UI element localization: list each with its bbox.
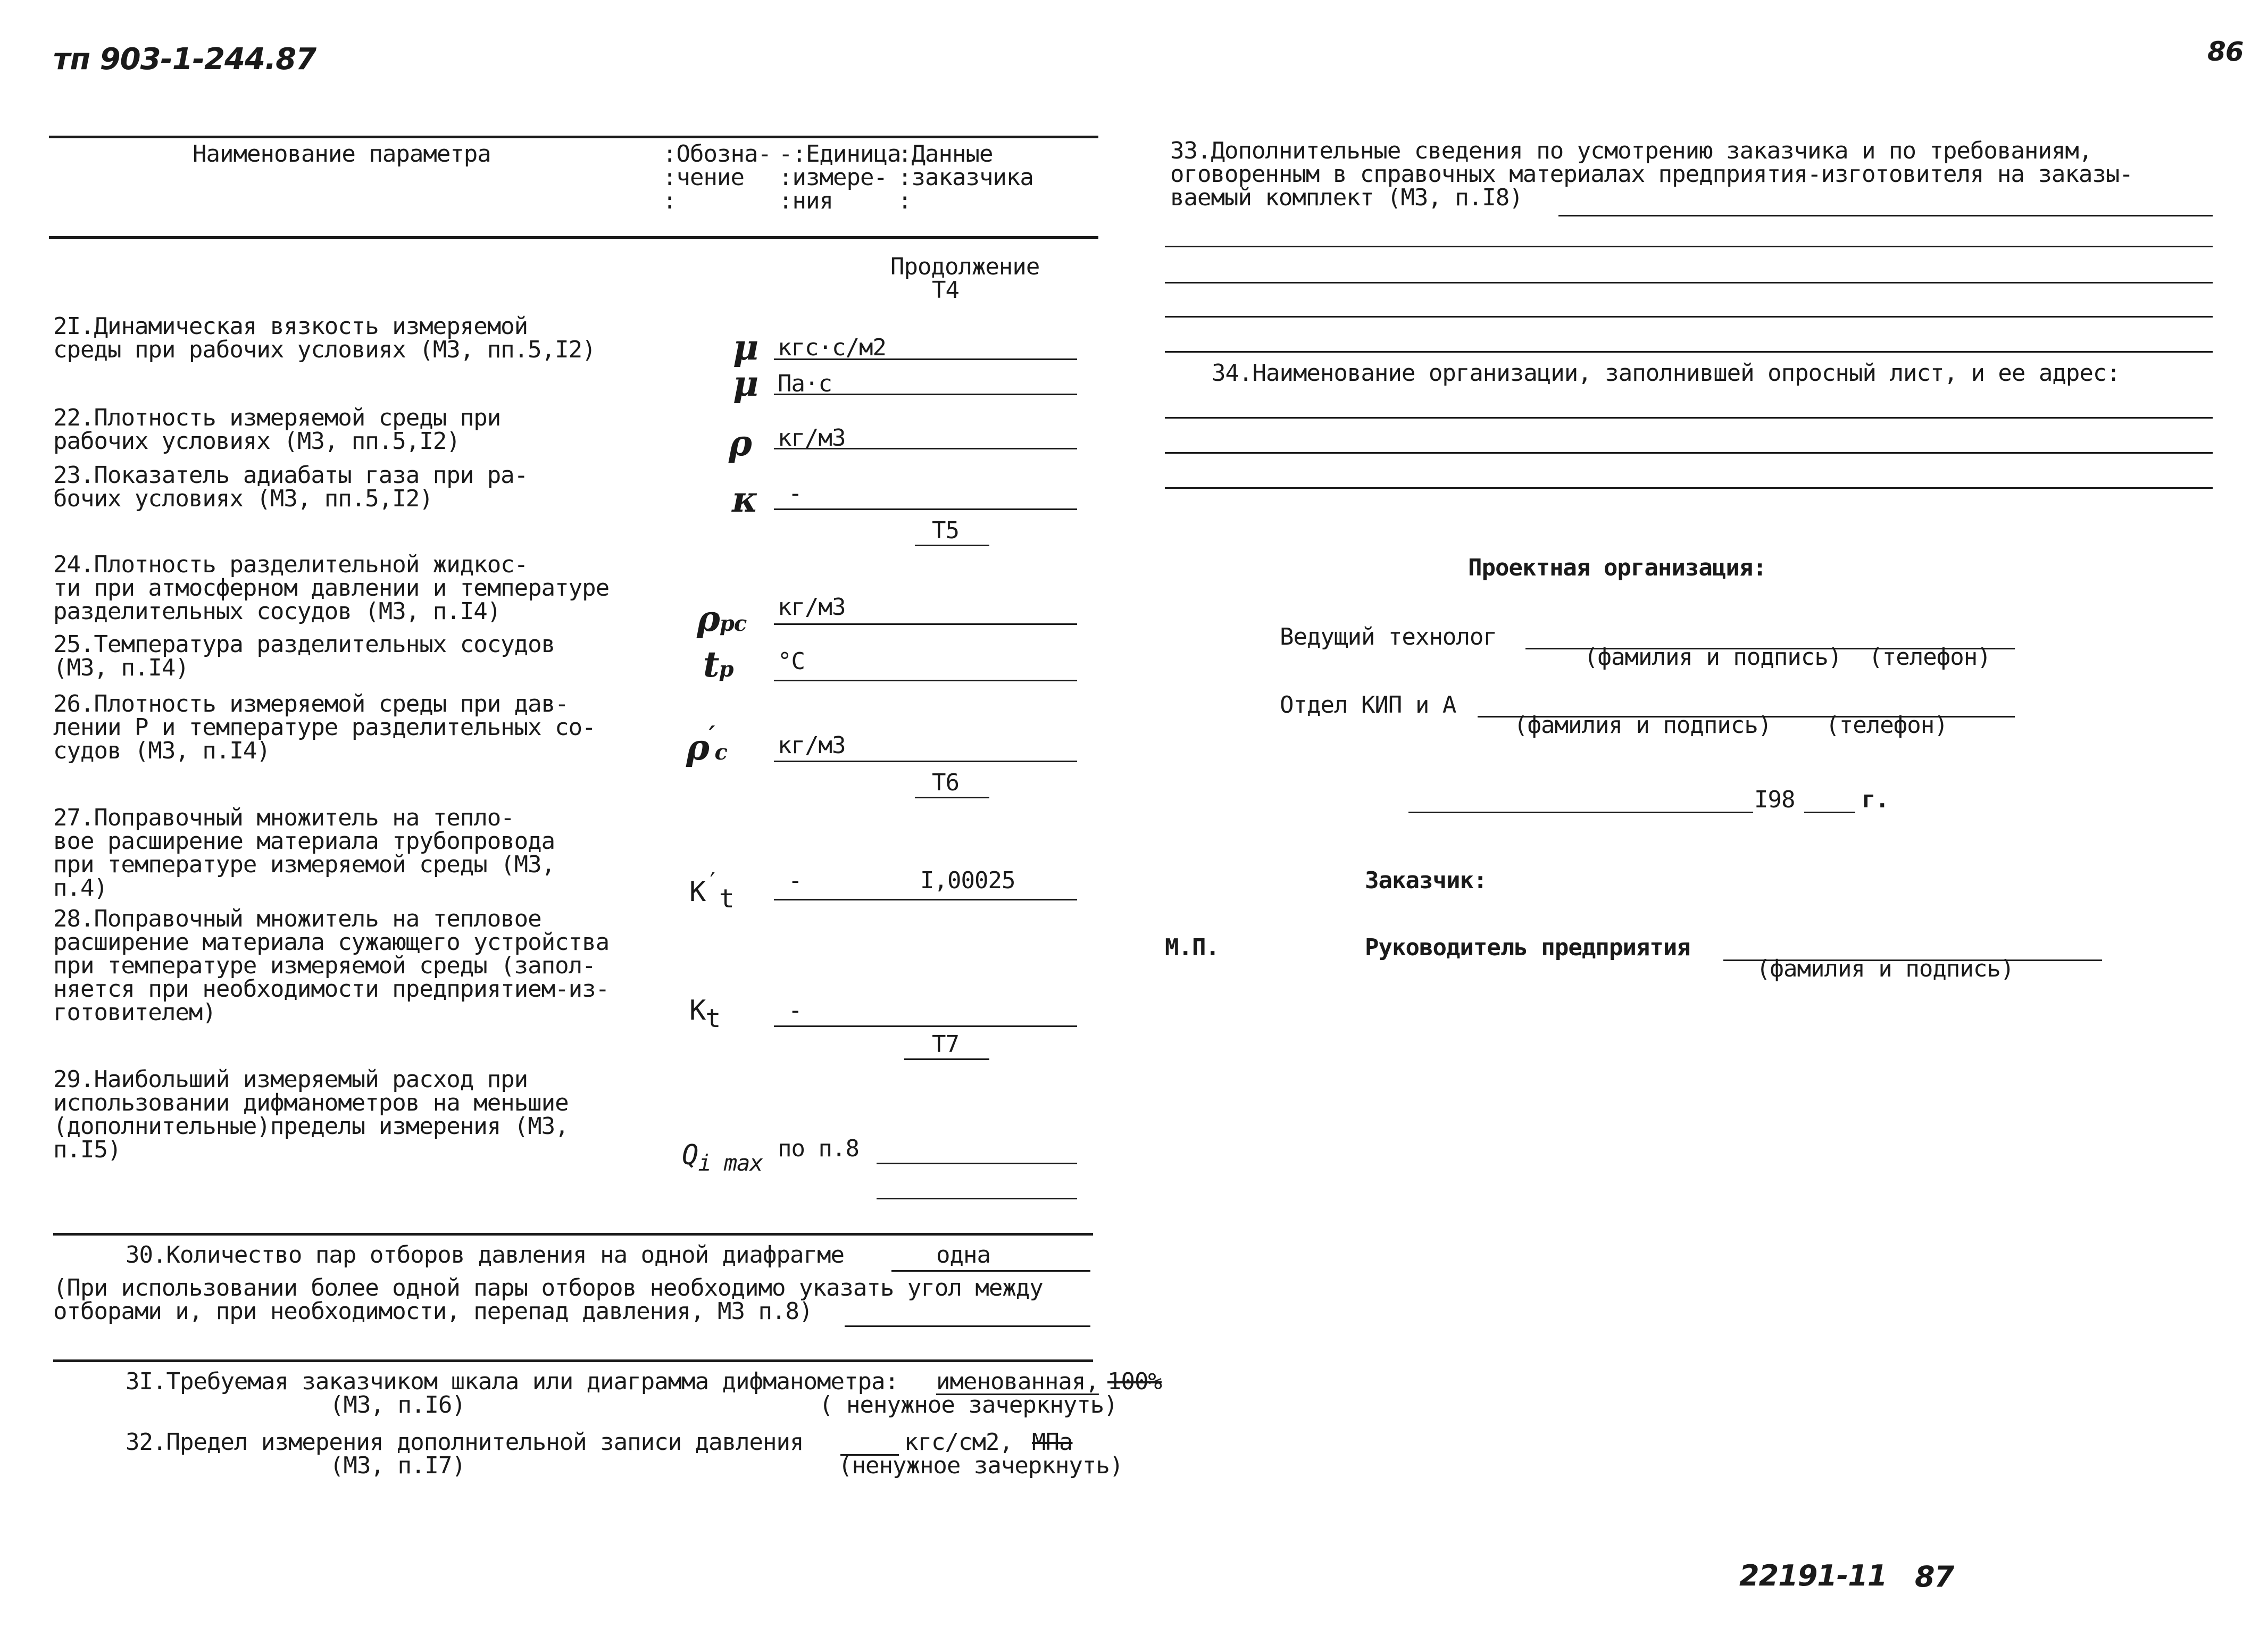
value-100-percent-struck: 100%: [1107, 1368, 1162, 1395]
field-line-30: [891, 1270, 1090, 1272]
value-mpa-struck: МПа: [1032, 1429, 1073, 1456]
header-bottom-rule: [49, 236, 1098, 239]
field-line-34c: [1165, 487, 2213, 489]
symbol-k-t: [689, 997, 720, 1031]
header-customer-data: :Данные :заказчика :: [898, 140, 1033, 214]
t-p-subscript: р: [719, 657, 733, 682]
param-27-pipeline-expansion-factor: 27.Поправочный множитель на тепло- вое расширение материала трубопровода при температуре измеряемой среды (МЗ, п.4): [53, 804, 555, 902]
document-code: тп 903-1-244.87: [53, 42, 316, 77]
field-line-23: [774, 508, 1077, 510]
t5-underline: [915, 545, 989, 546]
field-line-21a: [774, 358, 1077, 360]
param-24-separating-liquid-density: 24.Плотность разделительной жидкос- ти при атмосферном давлении и температуре разделительных сосудов (МЗ, п.I4): [53, 551, 610, 625]
param-31-scale: 3I.Требуемая заказчиком шкала или диаграмма дифманометра:: [126, 1368, 898, 1395]
design-organization-title: Проектная организация:: [1468, 554, 1766, 581]
param-22-density: 22.Плотность измеряемой среды при рабочих условиях (МЗ, пп.5,I2): [53, 404, 501, 455]
param-23-adiabatic-index: 23.Показатель адиабаты газа при ра- бочих условиях (МЗ, пп.5,I2): [53, 462, 528, 512]
field-line-34a: [1165, 417, 2213, 419]
param-28-orifice-expansion-factor: 28.Поправочный множитель на тепловое расширение материала сужающего устройства при температуре измеряемой среды (запол- няется при необходимости предприятием-из- готовителем): [53, 905, 610, 1026]
table-mark-t6: Т6: [932, 769, 959, 796]
sheet-number: 87: [1915, 1560, 1954, 1593]
field-line-25: [774, 680, 1077, 681]
rho-c-prime: ′: [708, 721, 715, 748]
year-line: [1804, 812, 1855, 813]
symbol-k-t-prime: [689, 870, 734, 912]
year-suffix: г.: [1862, 786, 1889, 813]
field-line-29a: [877, 1163, 1077, 1164]
continuation-label: Продолжение: [890, 253, 1040, 280]
k-t-subscript: t: [705, 1004, 721, 1033]
field-line-22: [774, 448, 1077, 449]
rho-pc-symbol: ρ: [697, 598, 720, 639]
lead-technologist-label: Ведущий технолог: [1280, 623, 1497, 650]
header-param-name: Наименование параметра: [193, 140, 491, 168]
field-line-33d: [1165, 316, 2213, 318]
param-30-note: (При использовании более одной пары отборов необходимо указать угол между отборами и, при необходимости, перепад давления, МЗ п.8): [53, 1274, 1043, 1325]
note-strike-unneeded-31: ( ненужное зачеркнуть): [819, 1391, 1118, 1419]
header-unit: -:Единица :измере- :ния: [779, 140, 901, 214]
symbol-rho: ρ: [729, 422, 752, 464]
symbol-kappa: κ: [732, 479, 758, 520]
value-k-t-prime: I,00025: [920, 867, 1015, 894]
field-line-27: [774, 899, 1077, 900]
t7-underline: [904, 1058, 989, 1060]
param-29-max-flow: 29.Наибольший измеряемый расход при использовании дифманометров на меньшие (дополнительные)пределы измерения (МЗ, п.I5): [53, 1066, 569, 1163]
page-number: 86: [2207, 36, 2244, 67]
field-line-33e: [1165, 351, 2213, 353]
k-t-symbol: К: [689, 995, 706, 1027]
unit-dash-23: -: [788, 480, 802, 507]
value-taps-one: одна: [936, 1241, 990, 1269]
field-line-29b: [877, 1198, 1077, 1199]
caption-name-signature-3: (фамилия и подпись): [1756, 955, 2014, 982]
k-t-prime-mark: ′: [705, 868, 719, 895]
param-30-pressure-taps: 30.Количество пар отборов давления на одной диафрагме: [126, 1241, 844, 1269]
symbol-q-i-max: [682, 1141, 763, 1174]
field-line-28: [774, 1025, 1077, 1027]
enterprise-head-label: Руководитель предприятия: [1365, 934, 1690, 961]
unit-degree-c: °С: [778, 648, 805, 675]
t-p-symbol: t: [703, 644, 719, 685]
param-26-medium-density: 26.Плотность измеряемой среды при дав- лении Р и температуре разделительных со- судов (МЗ, п.I4): [53, 690, 596, 764]
section-31-top-rule: [53, 1359, 1093, 1362]
unit-dash-28: -: [788, 997, 802, 1024]
q-i-max-symbol: Q: [682, 1139, 698, 1171]
section-30-top-rule: [53, 1233, 1093, 1236]
symbol-mu-2: μ: [733, 363, 758, 404]
table-mark-t4: Т4: [932, 277, 959, 304]
header-designation: :Обозна- :чение :: [663, 140, 771, 214]
value-kgf-cm2: кгс/см2,: [904, 1429, 1013, 1456]
ref-m3-p17: (МЗ, п.I7): [330, 1452, 465, 1479]
field-line-30-note: [845, 1325, 1090, 1327]
year-prefix: I98: [1754, 786, 1795, 813]
table-mark-t5: Т5: [932, 517, 959, 544]
param-32-pressure-limit: 32.Предел измерения дополнительной записи давления: [126, 1429, 804, 1456]
note-strike-unneeded-32: (ненужное зачеркнуть): [838, 1452, 1123, 1479]
symbol-t-p: [703, 644, 733, 685]
field-line-26: [774, 761, 1077, 762]
date-line: [1408, 812, 1753, 813]
unit-kg-m3-24: кг/м3: [778, 594, 846, 621]
param-33-additional-info: 33.Дополнительные сведения по усмотрению заказчика и по требованиям, оговоренным в справочных материалах предприятия-изготовителя на заказы- ваемый комплект (МЗ, п.I8): [1170, 137, 2133, 211]
archive-code: 22191-11: [1739, 1559, 1887, 1592]
param-34-organization: 34.Наименование организации, заполнившей опросный лист, и ее адрес:: [1212, 360, 2120, 387]
field-line-21b: [774, 394, 1077, 395]
unit-kgf-s-m2: кгс·с/м2: [778, 334, 886, 361]
field-line-33a: [1558, 215, 2213, 216]
param-21-dynamic-viscosity: 2I.Динамическая вязкость измеряемой среды при рабочих условиях (МЗ, пп.5,I2): [53, 313, 596, 363]
k-t-prime-symbol: К: [689, 876, 706, 908]
kip-department-label: Отдел КИП и А: [1280, 691, 1456, 719]
unit-kg-m3-26: кг/м3: [778, 732, 846, 759]
unit-kg-m3-22: кг/м3: [778, 424, 846, 452]
param-25-vessel-temperature: 25.Температура разделительных сосудов (МЗ, п.I4): [53, 631, 555, 681]
customer-title: Заказчик:: [1365, 867, 1487, 894]
t6-underline: [915, 797, 989, 798]
field-line-33b: [1165, 246, 2213, 247]
k-t-prime-subscript: t: [719, 884, 734, 914]
caption-name-signature-phone-1: (фамилия и подпись) (телефон): [1584, 644, 1991, 671]
stamp-place-label: М.П.: [1165, 934, 1219, 961]
field-line-33c: [1165, 282, 2213, 283]
field-line-34b: [1165, 452, 2213, 454]
value-named-scale: именованная,: [936, 1368, 1099, 1395]
symbol-mu-1: μ: [733, 327, 758, 368]
rho-c-symbol: ρ: [686, 727, 709, 768]
symbol-rho-c: [686, 721, 727, 768]
rho-pc-subscript: рс: [719, 611, 747, 636]
table-mark-t7: Т7: [932, 1031, 959, 1058]
header-top-rule: [49, 136, 1098, 138]
ref-by-p8: по п.8: [778, 1135, 859, 1162]
unit-pa-s: Па·с: [778, 370, 832, 397]
unit-dash-27: -: [788, 867, 802, 894]
rho-c-subscript: с: [714, 740, 727, 765]
symbol-rho-pc: [697, 598, 747, 639]
field-line-24: [774, 623, 1077, 625]
caption-name-signature-phone-2: (фамилия и подпись) (телефон): [1514, 712, 1948, 739]
q-i-max-subscript: i max: [698, 1150, 763, 1176]
ref-m3-p16: (МЗ, п.I6): [330, 1391, 465, 1419]
